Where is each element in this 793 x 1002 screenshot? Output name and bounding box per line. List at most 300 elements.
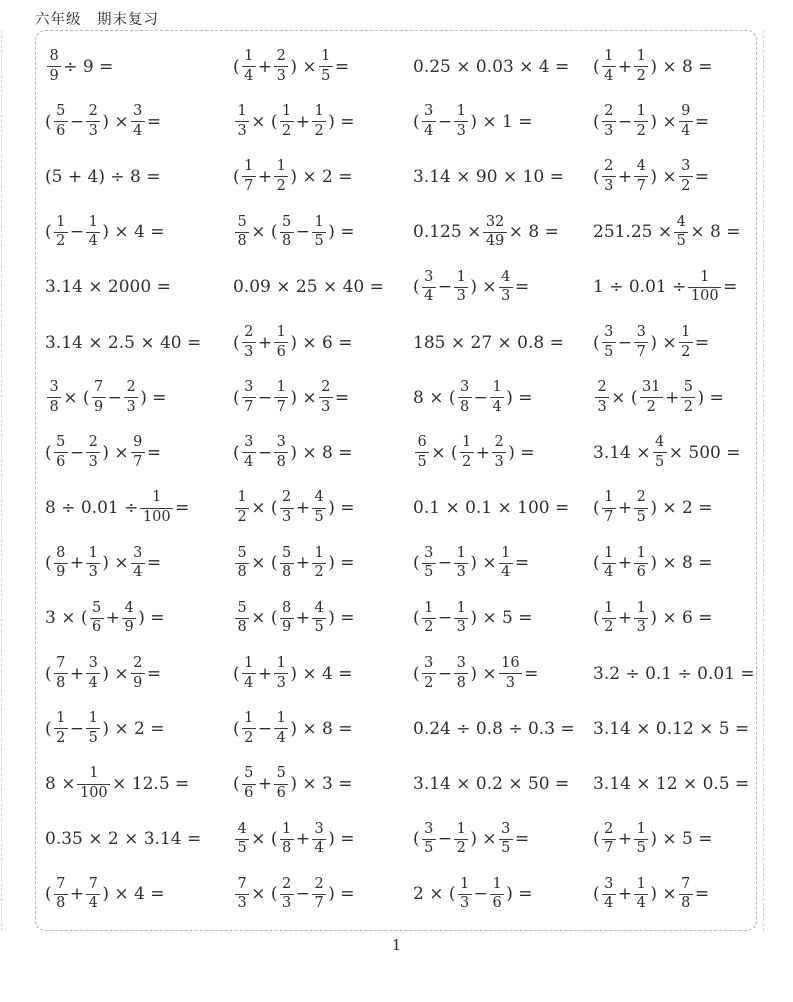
math-text: 3 × (	[45, 608, 88, 629]
fraction-denominator: 3	[505, 674, 515, 691]
math-text: ) ×	[470, 663, 497, 684]
math-text: =	[146, 663, 162, 684]
math-text: × (	[251, 222, 278, 243]
fraction	[602, 49, 616, 84]
problem-cell-r16-c3	[413, 867, 593, 922]
fraction-denominator: 9	[133, 674, 143, 691]
fraction	[312, 822, 326, 857]
fraction	[454, 822, 468, 857]
math-text: (	[233, 166, 240, 187]
math-text: −	[437, 608, 453, 629]
problem-cell-r11-c1	[45, 591, 233, 646]
problem-cell-r5-c3	[413, 260, 593, 315]
fraction-numerator: 3	[312, 822, 326, 840]
fraction-numerator: 2	[131, 656, 145, 674]
fraction-numerator: 1	[54, 711, 68, 729]
fraction-numerator: 1	[235, 104, 249, 122]
fraction-denominator: 9	[94, 398, 104, 415]
fraction	[483, 215, 506, 250]
math-text: =	[694, 166, 710, 187]
fraction-numerator: 1	[602, 546, 616, 564]
math-text: 3.14 × 0.12 × 5 =	[593, 718, 750, 739]
fraction-numerator: 1	[634, 822, 648, 840]
fraction-numerator: 2	[280, 877, 294, 895]
math-text: −	[473, 387, 488, 408]
problem-cell-r8-c3	[413, 425, 593, 480]
fraction-denominator: 100	[79, 785, 108, 802]
fraction	[312, 490, 326, 525]
fraction-denominator: 5	[604, 343, 614, 360]
fraction	[422, 104, 436, 139]
problem-cell-r2-c4	[593, 94, 755, 149]
fraction-numerator: 1	[280, 822, 294, 840]
math-text: +	[617, 829, 633, 850]
fraction-numerator: 3	[499, 822, 513, 840]
fraction-numerator: 1	[54, 215, 68, 233]
problem-cell-r3-c2	[233, 149, 413, 204]
fraction-numerator: 1	[490, 877, 504, 895]
math-text: × (	[251, 884, 278, 905]
fraction-numerator: 5	[681, 380, 695, 398]
fraction-numerator: 8	[47, 49, 61, 67]
fraction	[634, 159, 648, 194]
fraction	[319, 49, 333, 84]
math-text: 8 × (	[413, 387, 456, 408]
fraction-denominator: 4	[244, 674, 254, 691]
math-text: (	[593, 498, 600, 519]
fraction	[274, 656, 288, 691]
fraction-denominator: 3	[88, 453, 98, 470]
problem-cell-r13-c3	[413, 701, 593, 756]
math-text: 0.125 ×	[413, 222, 482, 243]
fraction-numerator: 3	[86, 656, 100, 674]
fraction-numerator: 3	[131, 104, 145, 122]
fraction-numerator: 1	[454, 601, 468, 619]
math-text: ) × 2 =	[650, 498, 713, 519]
fraction-denominator: 100	[142, 509, 171, 526]
problem-cell-r2-c2	[233, 94, 413, 149]
fraction-denominator: 8	[282, 233, 292, 250]
fraction-numerator: 3	[679, 159, 693, 177]
fraction-denominator: 2	[456, 840, 466, 857]
fraction	[131, 104, 145, 139]
fraction-denominator: 3	[494, 453, 504, 470]
fraction-numerator: 1	[454, 822, 468, 840]
math-text: 0.35 × 2 × 3.14 =	[45, 829, 202, 850]
fraction	[86, 546, 100, 581]
fraction-denominator: 5	[314, 619, 324, 636]
fraction	[235, 104, 249, 139]
problem-cell-r1-c2	[233, 39, 413, 94]
fraction-numerator: 2	[492, 435, 506, 453]
math-text: ) =	[328, 111, 355, 132]
math-text: =	[514, 277, 530, 298]
problem-cell-r4-c4	[593, 205, 755, 260]
math-text: ) ×	[102, 663, 129, 684]
math-text: 0.25 × 0.03 × 4 =	[413, 56, 570, 77]
math-text: 3.14 × 12 × 0.5 =	[593, 774, 750, 795]
math-text: +	[617, 553, 633, 574]
math-text: 8 ×	[45, 774, 76, 795]
fraction-denominator: 2	[636, 67, 646, 84]
fraction	[422, 822, 436, 857]
math-text: (	[413, 608, 420, 629]
fraction-numerator: 3	[422, 104, 436, 122]
fraction-numerator: 3	[454, 656, 468, 674]
fraction-numerator: 7	[86, 877, 100, 895]
problem-cell-r1-c1	[45, 39, 233, 94]
fraction-numerator: 1	[274, 380, 288, 398]
fraction	[131, 656, 145, 691]
fraction	[274, 766, 288, 801]
math-text: −	[257, 718, 273, 739]
math-text: (	[413, 111, 420, 132]
fraction-denominator: 8	[460, 398, 470, 415]
fraction-numerator: 2	[602, 104, 616, 122]
math-text: ) ×	[650, 884, 677, 905]
math-text: ) =	[506, 387, 533, 408]
math-text: −	[617, 332, 633, 353]
fraction-numerator: 1	[634, 877, 648, 895]
math-text: ) ×	[102, 111, 129, 132]
math-text: −	[107, 387, 122, 408]
problem-cell-r10-c3	[413, 536, 593, 591]
fraction-numerator: 4	[235, 822, 249, 840]
fraction-numerator: 1	[280, 104, 294, 122]
math-text: +	[295, 829, 310, 850]
fraction-denominator: 6	[56, 453, 66, 470]
fraction-denominator: 3	[460, 895, 470, 912]
fraction-denominator: 3	[126, 398, 136, 415]
fraction-numerator: 5	[280, 215, 294, 233]
math-text: × (	[251, 111, 278, 132]
fraction-numerator: 3	[242, 380, 256, 398]
problem-cell-r15-c2	[233, 812, 413, 867]
fraction-denominator: 5	[424, 840, 434, 857]
fraction-numerator: 1	[86, 711, 100, 729]
fraction-denominator: 4	[276, 729, 286, 746]
math-text: +	[295, 111, 310, 132]
fraction-denominator: 2	[314, 122, 324, 139]
fraction	[634, 822, 648, 857]
page-edge-dash-left	[1, 30, 2, 931]
fraction-denominator: 3	[456, 564, 466, 581]
fraction-denominator: 4	[88, 674, 98, 691]
fraction	[679, 325, 693, 360]
problem-cell-r3-c4	[593, 149, 755, 204]
fraction-numerator: 1	[274, 159, 288, 177]
fraction	[131, 435, 145, 470]
math-text: ) =	[328, 884, 355, 905]
fraction-numerator: 32	[483, 215, 506, 233]
fraction-numerator: 1	[688, 270, 721, 288]
math-text: × 12.5 =	[112, 774, 190, 795]
math-text: (	[45, 111, 52, 132]
fraction	[634, 49, 648, 84]
problem-cell-r1-c3	[413, 39, 593, 94]
fraction	[280, 877, 294, 912]
fraction	[47, 380, 61, 415]
problem-cell-r2-c1	[45, 94, 233, 149]
math-text: =	[694, 332, 710, 353]
fraction	[86, 215, 100, 250]
math-text: −	[295, 884, 310, 905]
fraction-denominator: 2	[244, 729, 254, 746]
math-text: (	[45, 553, 52, 574]
fraction-numerator: 5	[235, 601, 249, 619]
fraction-numerator: 2	[280, 490, 294, 508]
math-text: 3.14 × 2.5 × 40 =	[45, 332, 202, 353]
fraction-denominator: 2	[282, 122, 292, 139]
fraction-numerator: 3	[422, 270, 436, 288]
fraction	[492, 435, 506, 470]
fraction	[688, 270, 721, 305]
math-text: ) × 8 =	[290, 718, 353, 739]
fraction	[235, 546, 249, 581]
math-text: 3.14 × 0.2 × 50 =	[413, 774, 570, 795]
fraction-denominator: 9	[282, 619, 292, 636]
math-text: (	[233, 387, 240, 408]
fraction-numerator: 2	[312, 877, 326, 895]
problem-cell-r13-c1	[45, 701, 233, 756]
fraction-denominator: 7	[604, 509, 614, 526]
fraction-denominator: 2	[681, 177, 691, 194]
math-text: +	[295, 608, 310, 629]
fraction-denominator: 3	[237, 895, 247, 912]
fraction-denominator: 2	[56, 233, 66, 250]
math-text: ) × 5 =	[470, 608, 533, 629]
math-text: ) ×	[650, 166, 677, 187]
fraction	[679, 104, 693, 139]
fraction-numerator: 4	[653, 435, 667, 453]
math-text: +	[69, 884, 85, 905]
fraction	[280, 822, 294, 857]
fraction-numerator: 3	[422, 546, 436, 564]
math-text: =	[334, 387, 350, 408]
math-text: ) =	[328, 222, 355, 243]
fraction-numerator: 7	[54, 877, 68, 895]
fraction-denominator: 9	[56, 564, 66, 581]
fraction	[242, 656, 256, 691]
math-text: ) × 1 =	[470, 111, 533, 132]
fraction-numerator: 1	[679, 325, 693, 343]
fraction	[499, 546, 513, 581]
math-text: ÷ 9 =	[63, 56, 114, 77]
fraction-denominator: 4	[492, 398, 502, 415]
problem-cell-r12-c1	[45, 646, 233, 701]
fraction	[92, 380, 106, 415]
fraction-numerator: 2	[634, 490, 648, 508]
math-text: × (	[431, 442, 458, 463]
problem-cell-r14-c2	[233, 756, 413, 811]
math-text: 251.25 ×	[593, 222, 673, 243]
fraction-denominator: 5	[314, 233, 324, 250]
problem-cell-r4-c1	[45, 205, 233, 260]
fraction-numerator: 1	[454, 546, 468, 564]
fraction-denominator: 3	[604, 122, 614, 139]
fraction-denominator: 5	[636, 840, 646, 857]
fraction	[634, 490, 648, 525]
problem-cell-r15-c1	[45, 812, 233, 867]
math-text: ) =	[328, 829, 355, 850]
fraction-numerator: 5	[235, 546, 249, 564]
fraction-numerator: 5	[54, 104, 68, 122]
math-text: +	[617, 884, 633, 905]
fraction	[235, 490, 249, 525]
fraction-numerator: 3	[131, 546, 145, 564]
math-text: +	[664, 387, 680, 408]
fraction-denominator: 5	[88, 729, 98, 746]
fraction-numerator: 7	[54, 656, 68, 674]
fraction-denominator: 2	[683, 398, 693, 415]
math-text: × (	[251, 829, 278, 850]
fraction	[602, 490, 616, 525]
fraction	[274, 380, 288, 415]
fraction-denominator: 4	[604, 564, 614, 581]
math-text: ) ×	[290, 387, 317, 408]
problem-cell-r10-c1	[45, 536, 233, 591]
page-number: 1	[391, 936, 402, 954]
page-edge-dash-right	[763, 30, 764, 931]
fraction	[602, 104, 616, 139]
math-text: ) × 6 =	[290, 332, 353, 353]
problem-cell-r7-c2	[233, 370, 413, 425]
fraction	[319, 380, 333, 415]
math-text: +	[257, 166, 273, 187]
fraction	[595, 380, 609, 415]
fraction	[235, 822, 249, 857]
fraction	[681, 380, 695, 415]
math-text: (	[233, 663, 240, 684]
fraction-denominator: 3	[276, 674, 286, 691]
math-text: =	[146, 442, 162, 463]
fraction-denominator: 7	[636, 177, 646, 194]
problem-cell-r6-c1	[45, 315, 233, 370]
math-text: × (	[251, 553, 278, 574]
fraction-numerator: 3	[47, 380, 61, 398]
math-text: ) =	[140, 387, 167, 408]
fraction	[280, 215, 294, 250]
fraction-denominator: 4	[314, 840, 324, 857]
math-text: =	[146, 111, 162, 132]
fraction-numerator: 1	[242, 159, 256, 177]
math-text: 3.14 ×	[593, 442, 651, 463]
math-text: (	[593, 332, 600, 353]
fraction-numerator: 2	[274, 49, 288, 67]
math-text: ) =	[328, 608, 355, 629]
problem-cell-r16-c4	[593, 867, 755, 922]
fraction-denominator: 8	[276, 453, 286, 470]
fraction-denominator: 4	[501, 564, 511, 581]
math-text: 0.24 ÷ 0.8 ÷ 0.3 =	[413, 718, 575, 739]
fraction	[54, 435, 68, 470]
problem-cell-r12-c2	[233, 646, 413, 701]
fraction-denominator: 100	[690, 288, 719, 305]
fraction-numerator: 1	[490, 380, 504, 398]
math-text: (	[413, 277, 420, 298]
math-text: +	[257, 332, 273, 353]
fraction	[274, 435, 288, 470]
math-text: ) ×	[650, 332, 677, 353]
math-text: −	[437, 277, 453, 298]
math-text: =	[514, 553, 530, 574]
fraction	[602, 159, 616, 194]
fraction-numerator: 4	[122, 601, 136, 619]
math-text: ) × 4 =	[102, 222, 165, 243]
fraction	[422, 270, 436, 305]
fraction	[499, 822, 513, 857]
fraction-denominator: 9	[49, 67, 59, 84]
math-text: 0.1 × 0.1 × 100 =	[413, 498, 570, 519]
problem-cell-r11-c2	[233, 591, 413, 646]
fraction	[490, 877, 504, 912]
fraction-denominator: 5	[655, 453, 665, 470]
fraction-denominator: 7	[636, 343, 646, 360]
problem-cell-r11-c3	[413, 591, 593, 646]
fraction-numerator: 1	[312, 546, 326, 564]
problem-cell-r9-c1	[45, 481, 233, 536]
fraction	[280, 104, 294, 139]
fraction-denominator: 4	[604, 895, 614, 912]
problems-grid	[36, 31, 756, 930]
math-text: =	[146, 553, 162, 574]
fraction	[235, 215, 249, 250]
fraction	[454, 270, 468, 305]
math-text: × (	[251, 608, 278, 629]
math-text: × 500 =	[668, 442, 741, 463]
math-text: ) × 4 =	[102, 884, 165, 905]
fraction	[280, 601, 294, 636]
fraction	[90, 601, 104, 636]
fraction-numerator: 2	[86, 435, 100, 453]
math-text: (	[233, 56, 240, 77]
fraction-denominator: 3	[237, 122, 247, 139]
problem-cell-r12-c4	[593, 646, 755, 701]
fraction	[422, 546, 436, 581]
fraction-denominator: 4	[88, 895, 98, 912]
fraction	[274, 325, 288, 360]
fraction	[499, 656, 522, 691]
fraction	[454, 546, 468, 581]
math-text: ) × 4 =	[290, 663, 353, 684]
math-text: 1 ÷ 0.01 ÷	[593, 277, 687, 298]
fraction-numerator: 3	[422, 822, 436, 840]
fraction-numerator: 1	[454, 104, 468, 122]
math-text: (	[413, 553, 420, 574]
problem-cell-r7-c3	[413, 370, 593, 425]
math-text: =	[175, 498, 190, 519]
math-text: =	[723, 277, 738, 298]
math-text: × 8 =	[690, 222, 741, 243]
fraction-denominator: 3	[597, 398, 607, 415]
fraction-denominator: 4	[424, 122, 434, 139]
fraction-denominator: 3	[282, 895, 292, 912]
problem-cell-r2-c3	[413, 94, 593, 149]
fraction-numerator: 3	[602, 877, 616, 895]
fraction-denominator: 6	[276, 785, 286, 802]
fraction-numerator: 4	[499, 270, 513, 288]
math-text: (	[233, 442, 240, 463]
page-title: 六年级 期末复习	[35, 12, 159, 28]
fraction-denominator: 8	[56, 895, 66, 912]
fraction-numerator: 1	[86, 215, 100, 233]
math-text: −	[437, 111, 453, 132]
fraction	[235, 877, 249, 912]
fraction-denominator: 8	[237, 619, 247, 636]
problem-cell-r8-c4	[593, 425, 755, 480]
math-text: × 8 =	[508, 222, 559, 243]
fraction-numerator: 2	[602, 822, 616, 840]
